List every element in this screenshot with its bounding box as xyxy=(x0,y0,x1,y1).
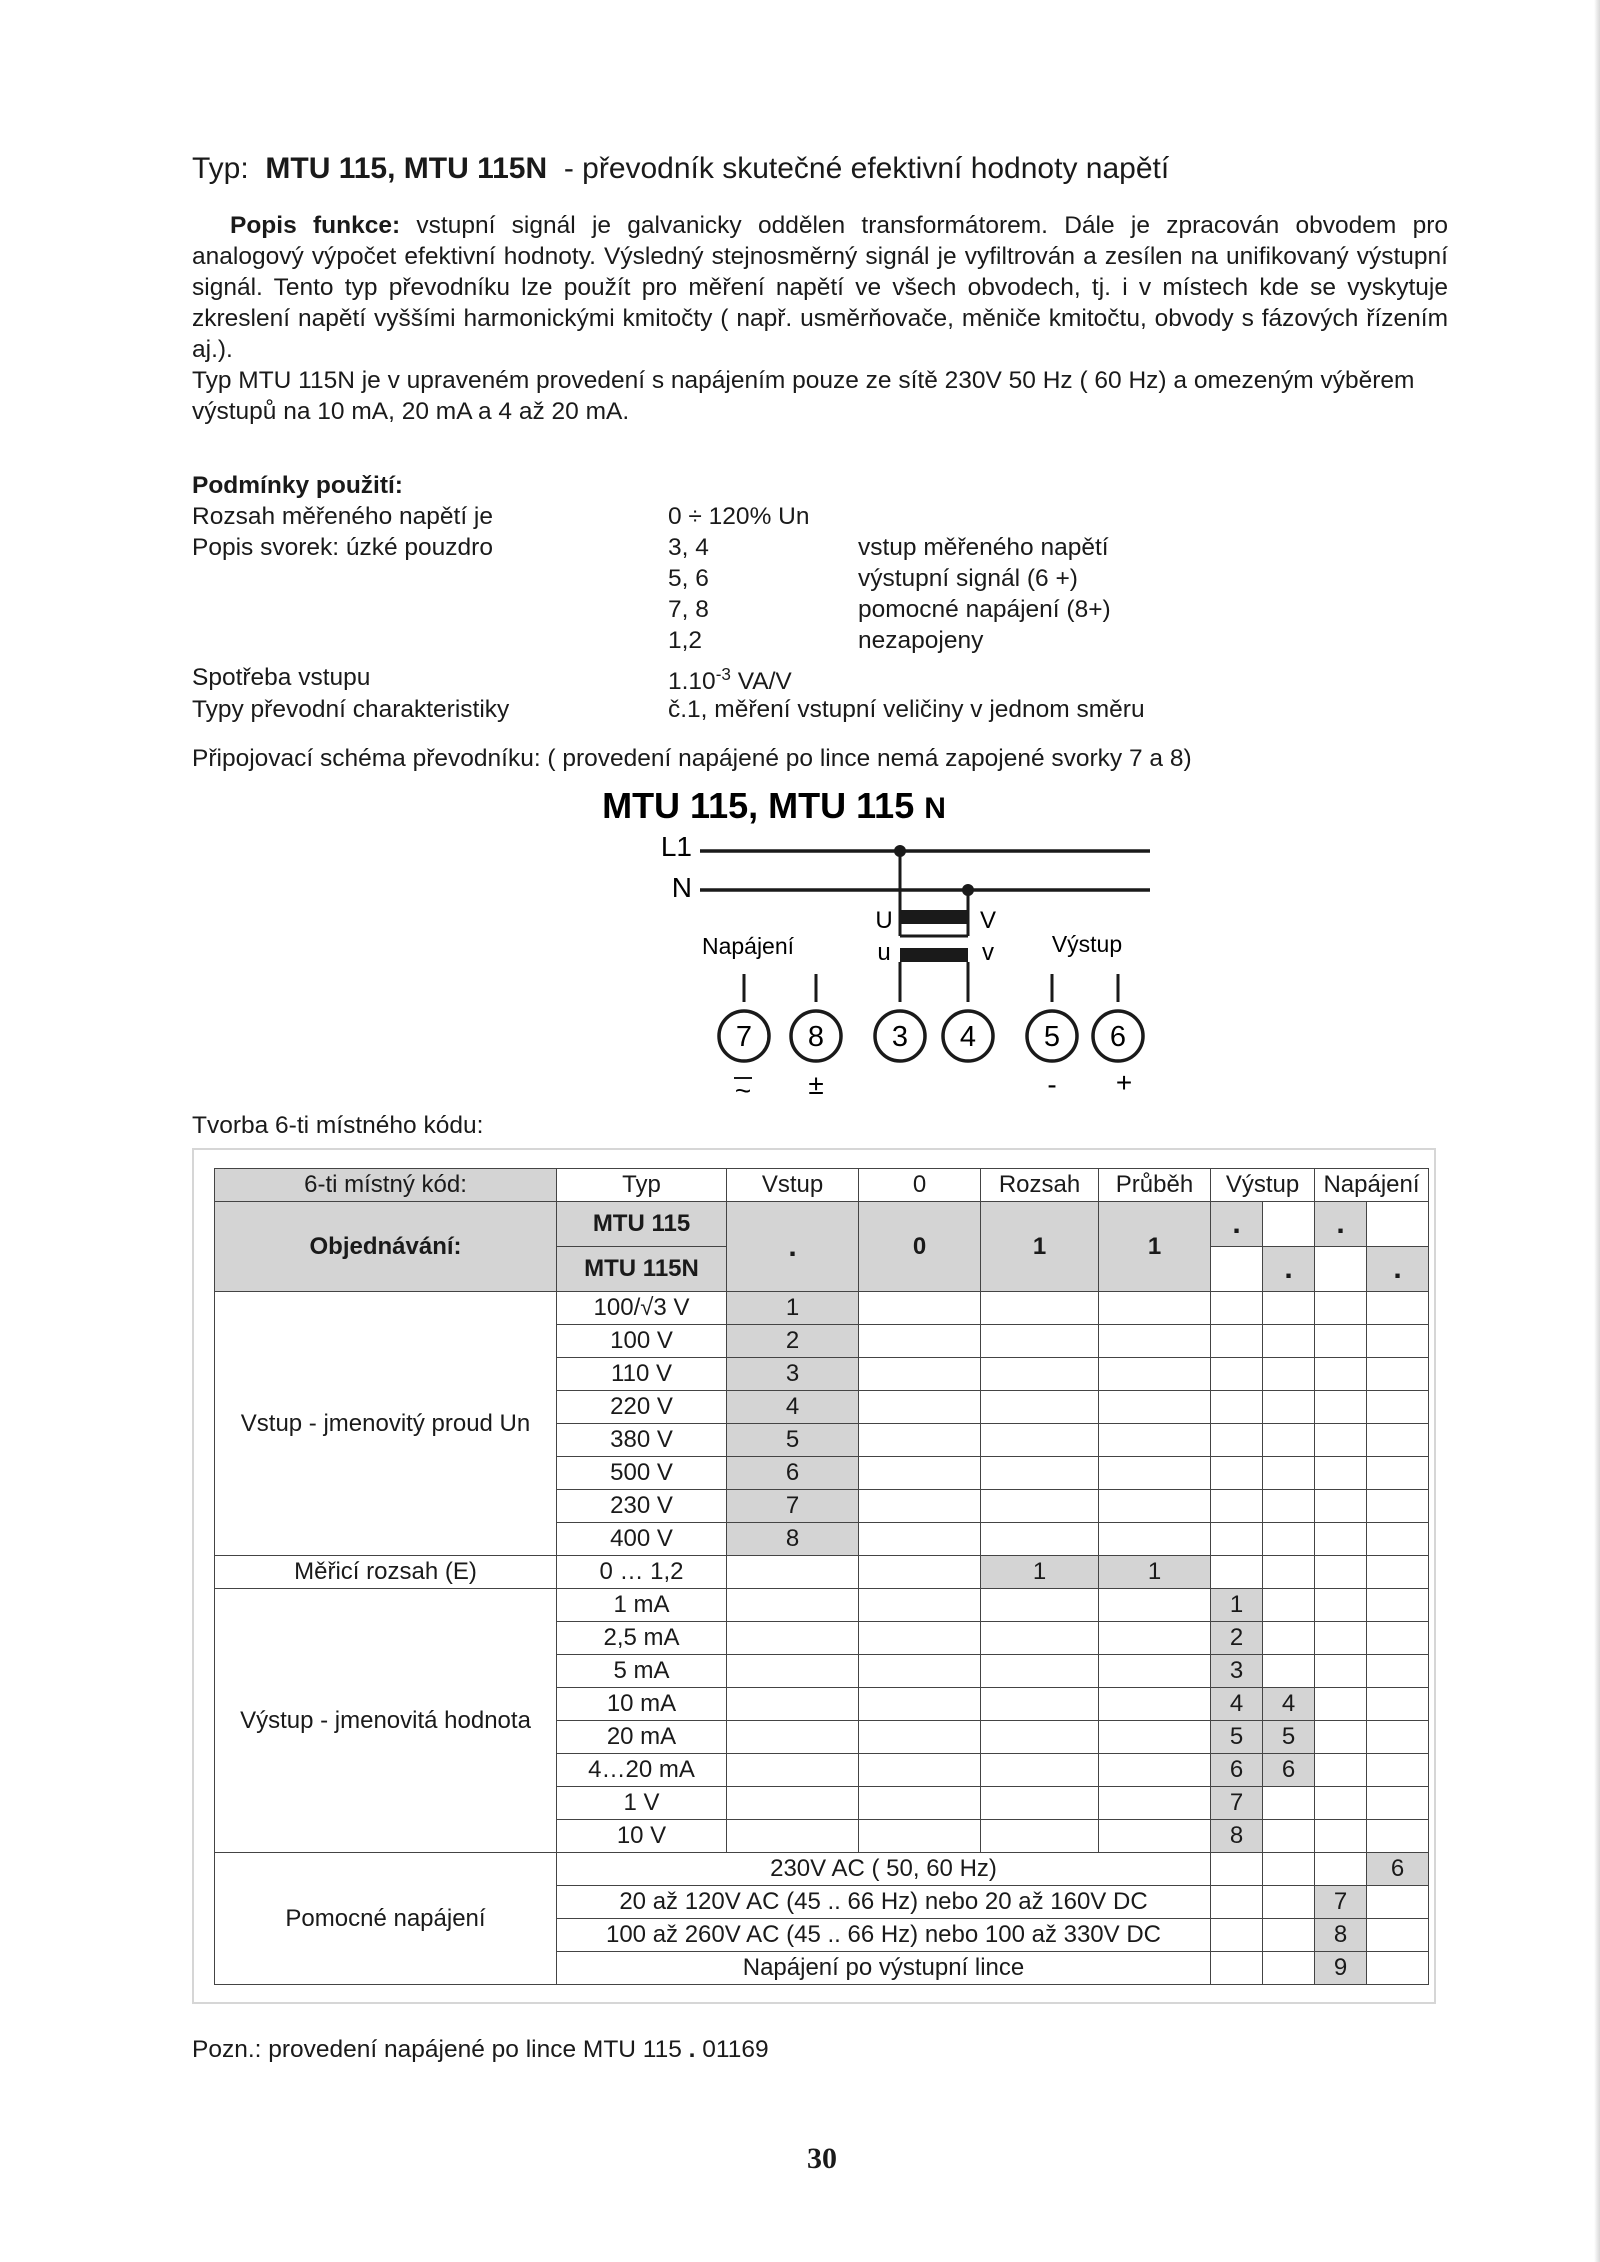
empty-cell xyxy=(1211,1292,1263,1325)
output-code-n xyxy=(1263,1589,1315,1622)
empty-cell xyxy=(1315,1457,1367,1490)
output-value: 1 V xyxy=(557,1787,727,1820)
empty-cell xyxy=(1263,1886,1315,1919)
header-cell: 6-ti místný kód: xyxy=(215,1169,557,1202)
empty-cell xyxy=(1367,1820,1429,1853)
empty-cell xyxy=(981,1655,1099,1688)
empty-cell xyxy=(727,1655,859,1688)
symbol-ac: ~ xyxy=(734,1075,752,1106)
connection-diagram xyxy=(482,776,1182,1106)
empty-cell xyxy=(981,1622,1099,1655)
input-value: 380 V xyxy=(557,1424,727,1457)
output-code: 7 xyxy=(1211,1787,1263,1820)
document-title xyxy=(192,152,1169,186)
empty-cell xyxy=(1211,1886,1263,1919)
output-value: 1 mA xyxy=(557,1589,727,1622)
empty-cell xyxy=(1367,1886,1429,1919)
header-cell: Výstup xyxy=(1211,1169,1315,1202)
empty-cell xyxy=(1367,1787,1429,1820)
input-code: 3 xyxy=(727,1358,859,1391)
empty-cell xyxy=(1315,1556,1367,1589)
empty-cell xyxy=(1263,1556,1315,1589)
empty-cell xyxy=(981,1589,1099,1622)
empty-cell xyxy=(727,1622,859,1655)
input-code: 6 xyxy=(727,1457,859,1490)
empty-cell xyxy=(1315,1358,1367,1391)
line-n-label: N xyxy=(671,872,692,903)
empty-cell xyxy=(859,1358,981,1391)
empty-cell xyxy=(1263,1424,1315,1457)
empty-cell xyxy=(1367,1721,1429,1754)
terminal-desc: výstupní signál (6 +) xyxy=(858,565,1078,592)
label-U: U xyxy=(875,907,893,934)
header-cell: Vstup xyxy=(727,1169,859,1202)
range-value: 0 … 1,2 xyxy=(557,1556,727,1589)
terminal-pins: 7, 8 xyxy=(668,596,709,623)
page-edge-shadow xyxy=(1594,0,1600,2262)
empty-cell xyxy=(1263,1952,1315,1985)
supply-code: 8 xyxy=(1315,1919,1367,1952)
input-value: 100/√3 V xyxy=(557,1292,727,1325)
empty-cell xyxy=(1315,1721,1367,1754)
order-label: Objednávání: xyxy=(215,1202,557,1292)
empty-cell xyxy=(1211,1952,1263,1985)
empty-cell xyxy=(1367,1754,1429,1787)
output-code: 2 xyxy=(1211,1622,1263,1655)
empty-cell xyxy=(1099,1391,1211,1424)
output-value: 10 V xyxy=(557,1820,727,1853)
empty-cell xyxy=(1367,1655,1429,1688)
empty-cell xyxy=(859,1325,981,1358)
output-code: 1 xyxy=(1211,1589,1263,1622)
order-waveform: 1 xyxy=(1099,1202,1211,1292)
empty-cell xyxy=(1315,1754,1367,1787)
terminal-label: 6 xyxy=(1109,1021,1127,1053)
page-number: 30 xyxy=(807,2142,837,2175)
order-type-1: MTU 115 xyxy=(557,1202,727,1247)
label-v: v xyxy=(982,939,994,966)
line-l1-label: L1 xyxy=(660,831,692,862)
output-value: 5 mA xyxy=(557,1655,727,1688)
empty-cell xyxy=(727,1787,859,1820)
code-table xyxy=(214,1168,1429,1985)
supply-value: 230V AC ( 50, 60 Hz) xyxy=(557,1853,1211,1886)
label-V: V xyxy=(979,907,997,934)
empty-cell xyxy=(1211,1325,1263,1358)
empty-cell xyxy=(1099,1424,1211,1457)
output-code-n xyxy=(1263,1787,1315,1820)
output-code: 3 xyxy=(1211,1655,1263,1688)
empty-cell xyxy=(1315,1655,1367,1688)
function-description xyxy=(192,210,1448,427)
empty-cell xyxy=(859,1490,981,1523)
empty-cell xyxy=(859,1754,981,1787)
header-cell: Napájení xyxy=(1315,1169,1429,1202)
terminals-label: Popis svorek: úzké pouzdro xyxy=(192,534,493,561)
empty-cell xyxy=(1099,1721,1211,1754)
empty-cell xyxy=(981,1457,1099,1490)
supply-code: 7 xyxy=(1315,1886,1367,1919)
empty-cell xyxy=(1367,1952,1429,1985)
empty-cell xyxy=(1367,1556,1429,1589)
empty-cell xyxy=(1263,1391,1315,1424)
empty-cell xyxy=(859,1622,981,1655)
empty-cell xyxy=(859,1457,981,1490)
input-code: 8 xyxy=(727,1523,859,1556)
input-group-label: Vstup - jmenovitý proud Un xyxy=(215,1292,557,1556)
range-label: Rozsah měřeného napětí je xyxy=(192,503,493,530)
note-dot: . xyxy=(681,2036,703,2063)
empty-cell xyxy=(981,1754,1099,1787)
terminal-desc: vstup měřeného napětí xyxy=(858,534,1109,561)
input-value: 220 V xyxy=(557,1391,727,1424)
terminal-label: 5 xyxy=(1043,1021,1061,1053)
empty-cell xyxy=(1367,1523,1429,1556)
empty-cell xyxy=(1263,1523,1315,1556)
range-code: 1 xyxy=(981,1556,1099,1589)
order-range: 1 xyxy=(981,1202,1099,1292)
empty-cell xyxy=(1367,1292,1429,1325)
output-value: 20 mA xyxy=(557,1721,727,1754)
empty-cell xyxy=(1315,1424,1367,1457)
empty-cell xyxy=(1099,1655,1211,1688)
consumption-base: 1.10 xyxy=(668,668,716,696)
order-supply-dot: . xyxy=(1315,1202,1367,1247)
empty-cell xyxy=(981,1820,1099,1853)
empty-cell xyxy=(981,1787,1099,1820)
note-code: 01169 xyxy=(702,2036,769,2063)
empty-cell xyxy=(859,1820,981,1853)
empty-cell xyxy=(1099,1523,1211,1556)
characteristic-label: Typy převodní charakteristiky xyxy=(192,696,510,723)
title-models: MTU 115, MTU 115N xyxy=(265,152,548,185)
empty-cell xyxy=(1099,1787,1211,1820)
table-row xyxy=(215,1292,1429,1325)
empty-cell xyxy=(727,1754,859,1787)
output-value: 10 mA xyxy=(557,1688,727,1721)
empty-cell xyxy=(859,1292,981,1325)
input-code: 2 xyxy=(727,1325,859,1358)
empty-cell xyxy=(981,1688,1099,1721)
empty-cell xyxy=(1315,1853,1367,1886)
empty-cell xyxy=(1315,1622,1367,1655)
code-table-frame xyxy=(192,1148,1436,2004)
empty-cell xyxy=(1263,1853,1315,1886)
empty-cell xyxy=(981,1721,1099,1754)
consumption-value xyxy=(668,664,792,696)
output-code-n xyxy=(1263,1820,1315,1853)
function-text: vstupní signál je galvanicky oddělen transformátorem. Dále je zpracován obvodem pro analogový výpočet efektivní hodnoty. Výsledný stejnosměrný signál je vyfiltrován a zesílen na unifikovaný výstupní signál. Tento typ převodníku lze použít pro měření napětí ve všech obvodech, tj. i v místech kde se vyskytuje zkreslení napětí vyššími harmonickými kmitočty ( např. usměrňovače, měniče kmitočtu, obvody s fázových řízením aj.). xyxy=(192,212,1448,363)
empty-cell xyxy=(1263,1919,1315,1952)
output-code-n: 4 xyxy=(1263,1688,1315,1721)
empty-cell xyxy=(981,1424,1099,1457)
empty-cell xyxy=(981,1523,1099,1556)
empty-cell xyxy=(981,1358,1099,1391)
empty-cell xyxy=(1099,1457,1211,1490)
order-output-dot: . xyxy=(1263,1247,1315,1292)
transformer-core-top xyxy=(900,910,968,924)
supply-value: 100 až 260V AC (45 .. 66 Hz) nebo 100 až 330V DC xyxy=(557,1919,1211,1952)
output-code: 4 xyxy=(1211,1688,1263,1721)
supply-code: 9 xyxy=(1315,1952,1367,1985)
function-text-2: Typ MTU 115N je v upraveném provedení s napájením pouze ze sítě 230V 50 Hz ( 60 Hz) a omezeným výběrem výstupů na 10 mA, 20 mA a 4 až 20 mA. xyxy=(192,367,1415,425)
output-code-n xyxy=(1263,1655,1315,1688)
input-code: 7 xyxy=(727,1490,859,1523)
empty-cell xyxy=(1315,1523,1367,1556)
empty-cell xyxy=(859,1655,981,1688)
header-cell: Průběh xyxy=(1099,1169,1211,1202)
header-cell: Typ xyxy=(557,1169,727,1202)
empty-cell xyxy=(1211,1247,1263,1292)
terminal-label: 7 xyxy=(735,1021,753,1053)
empty-cell xyxy=(859,1721,981,1754)
supply-value: Napájení po výstupní lince xyxy=(557,1952,1211,1985)
schema-caption: Připojovací schéma převodníku: ( provedení napájené po lince nemá zapojené svorky 7 a 8) xyxy=(192,745,1192,772)
empty-cell xyxy=(981,1490,1099,1523)
diagram-title: MTU 115, MTU 115 N xyxy=(602,785,946,826)
empty-cell xyxy=(1099,1292,1211,1325)
label-output: Výstup xyxy=(1051,931,1123,957)
empty-cell xyxy=(1211,1490,1263,1523)
empty-cell xyxy=(1099,1754,1211,1787)
empty-cell xyxy=(1315,1820,1367,1853)
consumption-unit: VA/V xyxy=(730,668,792,696)
output-code: 5 xyxy=(1211,1721,1263,1754)
empty-cell xyxy=(1099,1820,1211,1853)
empty-cell xyxy=(1315,1787,1367,1820)
terminal-desc: pomocné napájení (8+) xyxy=(858,596,1111,623)
empty-cell xyxy=(1211,1457,1263,1490)
terminal-pins: 5, 6 xyxy=(668,565,709,592)
terminal-label: 8 xyxy=(807,1021,825,1053)
output-code-n: 6 xyxy=(1263,1754,1315,1787)
empty-cell xyxy=(1367,1424,1429,1457)
label-supply: Napájení xyxy=(701,933,795,959)
empty-cell xyxy=(1367,1589,1429,1622)
terminal-pins: 3, 4 xyxy=(668,534,709,561)
input-code: 1 xyxy=(727,1292,859,1325)
consumption-exponent: -3 xyxy=(715,664,731,684)
empty-cell xyxy=(1367,1919,1429,1952)
empty-cell xyxy=(1315,1688,1367,1721)
empty-cell xyxy=(1211,1523,1263,1556)
empty-cell xyxy=(1099,1358,1211,1391)
empty-cell xyxy=(1367,1358,1429,1391)
order-output-dot: . xyxy=(1211,1202,1263,1247)
empty-cell xyxy=(1263,1358,1315,1391)
symbol-minus: - xyxy=(1047,1069,1057,1100)
range-value: 0 ÷ 120% Un xyxy=(668,503,810,530)
input-value: 400 V xyxy=(557,1523,727,1556)
empty-cell xyxy=(1099,1325,1211,1358)
note-text: Pozn.: provedení napájené po lince MTU 115 xyxy=(192,2036,682,2063)
order-supply-dot: . xyxy=(1367,1247,1429,1292)
empty-cell xyxy=(1367,1457,1429,1490)
input-value: 230 V xyxy=(557,1490,727,1523)
consumption-label: Spotřeba vstupu xyxy=(192,664,371,691)
order-type-2: MTU 115N xyxy=(557,1247,727,1292)
table-row xyxy=(215,1589,1429,1622)
empty-cell xyxy=(1099,1490,1211,1523)
header-cell: 0 xyxy=(859,1169,981,1202)
range-group-label: Měřicí rozsah (E) xyxy=(215,1556,557,1589)
empty-cell xyxy=(1099,1589,1211,1622)
table-header-row xyxy=(215,1169,1429,1202)
symbol-plus: + xyxy=(1115,1067,1133,1098)
terminal-pins: 1,2 xyxy=(668,627,703,654)
empty-cell xyxy=(859,1391,981,1424)
empty-cell xyxy=(1263,1292,1315,1325)
empty-cell xyxy=(727,1820,859,1853)
header-cell: Rozsah xyxy=(981,1169,1099,1202)
empty-cell xyxy=(1315,1589,1367,1622)
supply-value: 20 až 120V AC (45 .. 66 Hz) nebo 20 až 160V DC xyxy=(557,1886,1211,1919)
empty-cell xyxy=(1367,1202,1429,1247)
empty-cell xyxy=(1211,1358,1263,1391)
empty-cell xyxy=(1263,1490,1315,1523)
order-zero: 0 xyxy=(859,1202,981,1292)
function-lead: Popis funkce: xyxy=(230,212,401,239)
empty-cell xyxy=(1367,1490,1429,1523)
empty-cell xyxy=(859,1424,981,1457)
symbol-plusminus: ± xyxy=(808,1069,824,1100)
empty-cell xyxy=(727,1589,859,1622)
output-group-label: Výstup - jmenovitá hodnota xyxy=(215,1589,557,1853)
empty-cell xyxy=(1211,1556,1263,1589)
empty-cell xyxy=(727,1688,859,1721)
label-u: u xyxy=(877,939,891,966)
empty-cell xyxy=(1367,1391,1429,1424)
supply-code: 6 xyxy=(1367,1853,1429,1886)
empty-cell xyxy=(1099,1622,1211,1655)
output-value: 2,5 mA xyxy=(557,1622,727,1655)
title-description: - převodník skutečné efektivní hodnoty napětí xyxy=(563,152,1170,185)
input-code: 5 xyxy=(727,1424,859,1457)
empty-cell xyxy=(859,1556,981,1589)
empty-cell xyxy=(1211,1853,1263,1886)
input-code: 4 xyxy=(727,1391,859,1424)
output-code: 8 xyxy=(1211,1820,1263,1853)
order-row xyxy=(215,1202,1429,1247)
empty-cell xyxy=(1315,1247,1367,1292)
table-row xyxy=(215,1556,1429,1589)
code-caption: Tvorba 6-ti místného kódu: xyxy=(192,1112,484,1139)
input-value: 110 V xyxy=(557,1358,727,1391)
input-value: 100 V xyxy=(557,1325,727,1358)
conditions-heading: Podmínky použití: xyxy=(192,472,403,499)
note xyxy=(192,2036,769,2064)
order-dot: . xyxy=(727,1202,859,1292)
output-code-n xyxy=(1263,1622,1315,1655)
terminal-desc: nezapojeny xyxy=(858,627,984,654)
empty-cell xyxy=(1211,1391,1263,1424)
supply-group-label: Pomocné napájení xyxy=(215,1853,557,1985)
empty-cell xyxy=(1367,1325,1429,1358)
empty-cell xyxy=(1315,1490,1367,1523)
terminal-label: 4 xyxy=(959,1021,977,1053)
transformer-core-bottom xyxy=(900,948,968,962)
empty-cell xyxy=(859,1787,981,1820)
output-code-n: 5 xyxy=(1263,1721,1315,1754)
empty-cell xyxy=(859,1523,981,1556)
empty-cell xyxy=(981,1391,1099,1424)
empty-cell xyxy=(1211,1919,1263,1952)
empty-cell xyxy=(1315,1391,1367,1424)
empty-cell xyxy=(727,1721,859,1754)
empty-cell xyxy=(1099,1688,1211,1721)
empty-cell xyxy=(1211,1424,1263,1457)
empty-cell xyxy=(1367,1688,1429,1721)
empty-cell xyxy=(727,1556,859,1589)
empty-cell xyxy=(981,1325,1099,1358)
empty-cell xyxy=(1263,1325,1315,1358)
empty-cell xyxy=(859,1589,981,1622)
empty-cell xyxy=(1367,1622,1429,1655)
title-prefix: Typ: xyxy=(192,152,249,185)
empty-cell xyxy=(981,1292,1099,1325)
empty-cell xyxy=(1263,1202,1315,1247)
empty-cell xyxy=(859,1688,981,1721)
empty-cell xyxy=(1315,1292,1367,1325)
empty-cell xyxy=(1263,1457,1315,1490)
table-row xyxy=(215,1853,1429,1886)
input-value: 500 V xyxy=(557,1457,727,1490)
terminal-label: 3 xyxy=(891,1021,909,1053)
empty-cell xyxy=(1315,1325,1367,1358)
waveform-code: 1 xyxy=(1099,1556,1211,1589)
output-value: 4…20 mA xyxy=(557,1754,727,1787)
characteristic-value: č.1, měření vstupní veličiny v jednom směru xyxy=(668,696,1145,723)
output-code: 6 xyxy=(1211,1754,1263,1787)
